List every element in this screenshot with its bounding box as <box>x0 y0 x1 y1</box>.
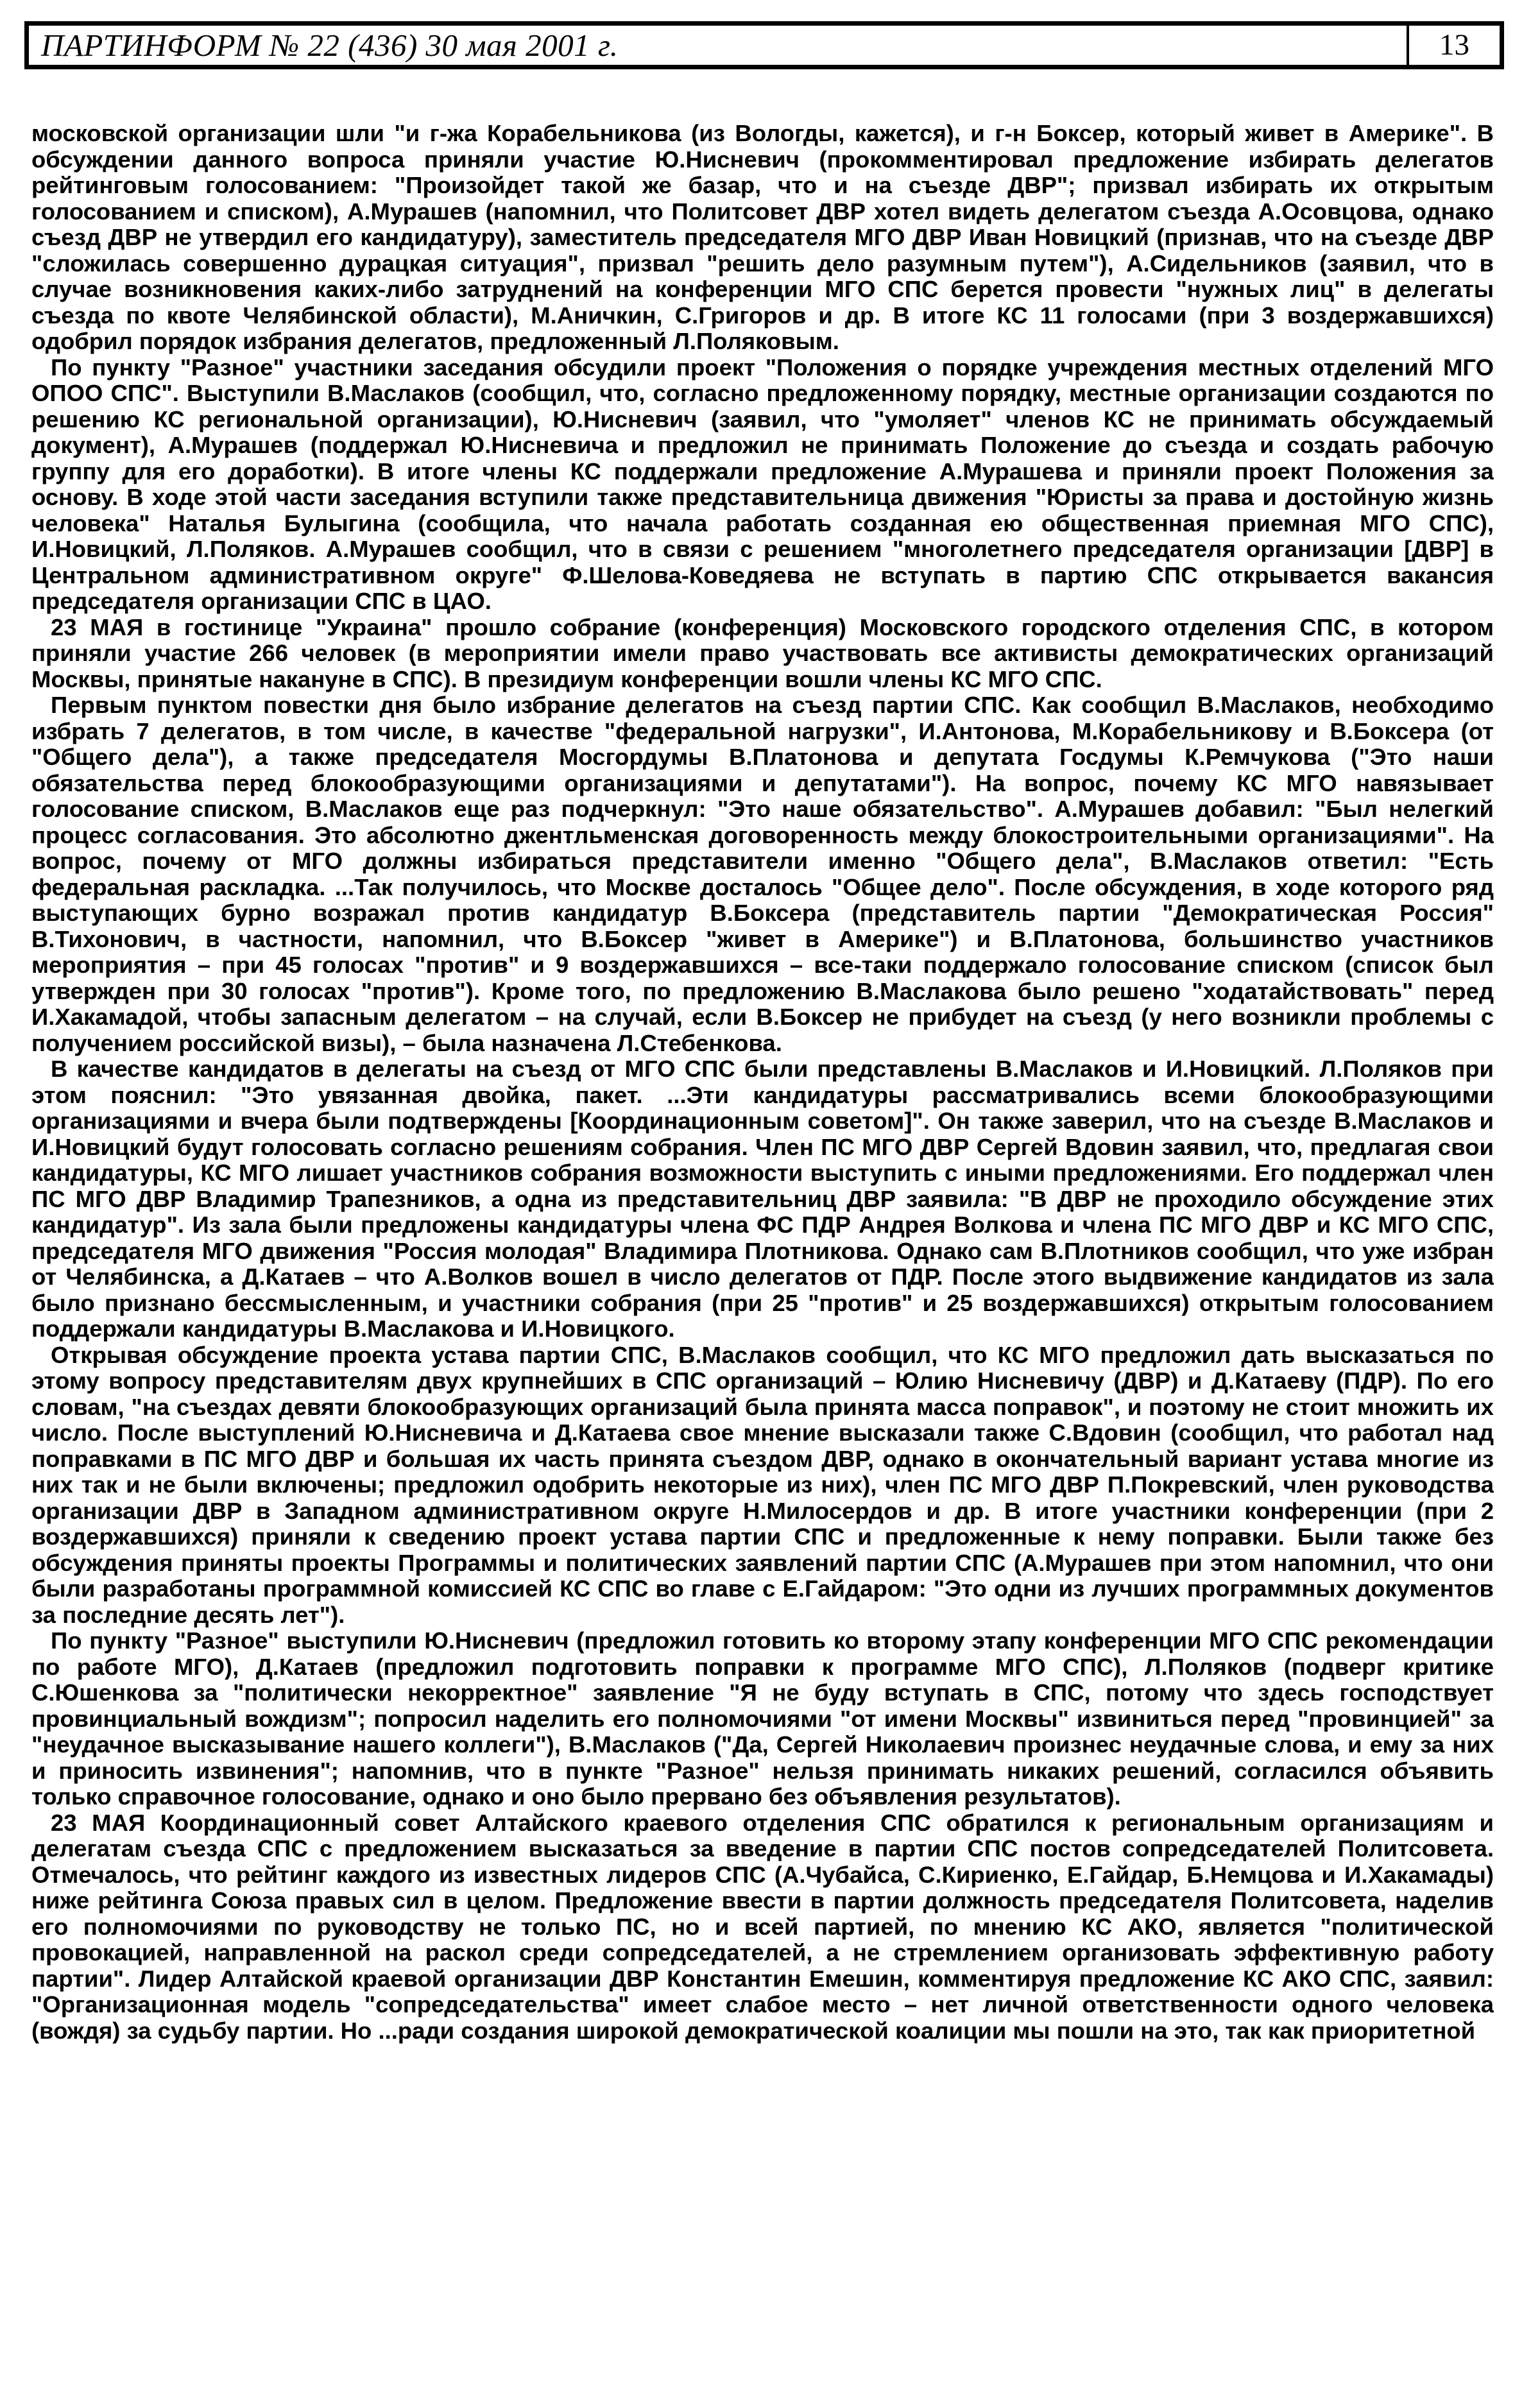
paragraph-misc-conference: По пункту "Разное" выступили Ю.Нисневич (предложил готовить ко второму этапу конференции МГО СПС рекомендации по работе МГО), Д.Катаев (предложил подготовить поправки к программе МГО СПС), Л.Поляков (подверг критике С.Юшенкова за "политически некорректное" заявление "Я не буду вступать в СПС, потому что здесь господствует провинциальный вождизм"; попросил наделить его полномочиями "от имени Москвы" извиниться перед "провинцией" за "неудачное высказывание нашего коллеги"), В.Маслаков ("Да, Сергей Николаевич произнес неудачные слова, и ему за них и приносить извинения"; напомнив, что в пункте "Разное" нельзя принимать никаких решений, согласился объявить только справочное голосование, однако и оно было прервано без объявления результатов). <box>31 1627 1494 1810</box>
paragraph-altai-council: 23 МАЯ Координационный совет Алтайского краевого отделения СПС обратился к региональным организациям и делегатам съезда СПС с предложением высказаться за введение в партии СПС постов сопредседателей Политсовета. Отмечалось, что рейтинг каждого из известных лидеров СПС (А.Чубайса, С.Кириенко, Е.Гайдар, Б.Немцова и И.Хакамады) ниже рейтинга Союза правых сил в целом. Предложение ввести в партии должность председателя Политсовета, наделив его полномочиями по руководству не только ПС, но и всей партией, по мнению КС АКО, является "политической провокацией, направленной на раскол среди сопредседателей, а не стремлением организовать эффективную работу партии". Лидер Алтайской краевой организации ДВР Константин Емешин, комментируя предложение КС АКО СПС, заявил: "Организационная модель "сопредседательства" имеет слабое место – нет личной ответственности одного человека (вождя) за судьбу партии. Но ...ради создания широкой демократической коалиции мы пошли на это, так как приоритетной <box>31 1809 1494 2044</box>
paragraph-delegate-election: Первым пунктом повестки дня было избрание делегатов на съезд партии СПС. Как сообщил В.Маслаков, необходимо избрать 7 делегатов, в том числе, в качестве "федеральной нагрузки", И.Антонова, М.Корабельникову и В.Боксера (от "Общего дела"), а также председателя Мосгордумы В.Платонова и депутата Госдумы К.Ремчукова ("Это наши обязательства перед блокообразующими организациями и депутатами"). На вопрос, почему КС МГО навязывает голосование списком, В.Маслаков еще раз подчеркнул: "Это наше обязательство". А.Мурашев добавил: "Был нелегкий процесс согласования. Это абсолютно джентльменская договоренность между блокостроительными организациями". На вопрос, почему от МГО должны избираться представители именно "Общего дела", В.Маслаков ответил: "Есть федеральная раскладка. ...Так получилось, что Москве досталось "Общее дело". После обсуждения, в ходе которого ряд выступающих бурно возражал против кандидатур В.Боксера (представитель партии "Демократическая Россия" В.Тихонович, в частности, напомнил, что В.Боксер "живет в Америке") и В.Платонова, большинство участников мероприятия – при 45 голосах "против" и 9 воздержавшихся – все-таки поддержало голосование списком (список был утвержден при 30 голосах "против"). Кроме того, по предложению В.Маслакова было решено "ходатайствовать" перед И.Хакамадой, чтобы запасным делегатом – на случай, если В.Боксер не прибудет на съезд (у него возникли проблемы с получением российской визы), – была назначена Л.Стебенкова. <box>31 692 1494 1056</box>
page-number: 13 <box>1439 28 1469 62</box>
paragraph-delegate-candidates: В качестве кандидатов в делегаты на съезд от МГО СПС были представлены В.Маслаков и И.Новицкий. Л.Поляков при этом пояснил: "Это увязанная двойка, пакет. ...Эти кандидатуры рассматривались всеми блокообразующими организациями и вчера были подтверждены [Координационным советом]". Он также заверил, что на съезде В.Маслаков и И.Новицкий будут голосовать согласно решениям собрания. Член ПС МГО ДВР Сергей Вдовин заявил, что, предлагая свои кандидатуры, КС МГО лишает участников собрания возможности выступить с иными предложениями. Его поддержал член ПС МГО ДВР Владимир Трапезников, а одна из представительниц ДВР заявила: "В ДВР не проходило обсуждение этих кандидатур". Из зала были предложены кандидатуры члена ФС ПДР Андрея Волкова и члена ПС МГО ДВР и КС МГО СПС, председателя МГО движения "Россия молодая" Владимира Плотникова. Однако сам В.Плотников сообщил, что уже избран от Челябинска, а Д.Катаев – что А.Волков вошел в число делегатов от ПДР. После этого выдвижение кандидатов из зала было признано бессмысленным, и участники собрания (при 25 "против" и 25 воздержавшихся) открытым голосованием поддержали кандидатуры В.Маслакова и И.Новицкого. <box>31 1056 1494 1342</box>
paragraph-continued: московской организации шли "и г-жа Корабельникова (из Вологды, кажется), и г-н Боксер, который живет в Америке". В обсуждении данного вопроса приняли участие Ю.Нисневич (прокомментировал предложение избирать делегатов рейтинговым голосованием: "Произойдет такой же базар, что и на съезде ДВР"; призвал избирать их открытым голосованием и списком), А.Мурашев (напомнил, что Политсовет ДВР хотел видеть делегатом съезда А.Осовцова, однако съезд ДВР не утвердил его кандидатуру), заместитель председателя МГО ДВР Иван Новицкий (признав, что на съезде ДВР "сложилась совершенно дурацкая ситуация", призвал "решить дело разумным путем"), А.Сидельников (заявил, что в случае возникновения каких-либо затруднений на конференции МГО СПС берется провести "нужных лиц" в делегаты съезда по квоте Челябинской области), М.Аничкин, С.Григоров и др. В итоге КС 11 голосами (при 3 воздержавшихся) одобрил порядок избрания делегатов, предложенный Л.Поляковым. <box>31 121 1494 354</box>
paragraph-misc-kc: По пункту "Разное" участники заседания обсудили проект "Положения о порядке учреждения местных отделений МГО ОПОО СПС". Выступили В.Маслаков (сообщил, что, согласно предложенному порядку, местные организации создаются по решению КС региональной организации), Ю.Нисневич (заявил, что "умоляет" членов КС не принимать обсуждаемый документ), А.Мурашев (поддержал Ю.Нисневича и предложил не принимать Положение до съезда и создать рабочую группу для его доработки). В итоге члены КС поддержали предложение А.Мурашева и приняли проект Положения за основу. В ходе этой части заседания вступили также представительница движения "Юристы за права и достойную жизнь человека" Наталья Булыгина (сообщила, что начала работать созданная ею общественная приемная МГО СПС), И.Новицкий, Л.Поляков. А.Мурашев сообщил, что в связи с решением "многолетнего председателя организации [ДВР] в Центральном административном округе" Ф.Шелова-Коведяева не вступать в партию СПС открывается вакансия председателя организации СПС в ЦАО. <box>31 354 1494 614</box>
paragraph-conference-may23: 23 МАЯ в гостинице "Украина" прошло собрание (конференция) Московского городского отделения СПС, в котором приняли участие 266 человек (в мероприятии имели право участвовать все активисты демократических организаций Москвы, принятые накануне в СПС). В президиум конференции вошли члены КС МГО СПС. <box>31 613 1494 692</box>
page-header <box>24 21 1504 69</box>
publication-masthead: ПАРТИНФОРМ № 22 (436) 30 мая 2001 г. <box>41 28 619 63</box>
paragraph-charter-discussion: Открывая обсуждение проекта устава партии СПС, В.Маслаков сообщил, что КС МГО предложил дать высказаться по этому вопросу представителям двух крупнейших в СПС организаций – Юлию Нисневичу (ДВР) и Д.Катаеву (ПДР). По его словам, "на съездах девяти блокообразующих организаций была принята масса поправок", и поэтому не стоит множить их число. После выступлений Ю.Нисневича и Д.Катаева свое мнение высказали также С.Вдовин (сообщил, что работал над поправками в ПС МГО ДВР и большая их часть принята съездом ДВР, однако в окончательный вариант устава многие из них так и не были включены; предложил одобрить некоторые из них), член ПС МГО ДВР П.Покревский, член руководства организации ДВР в Западном административном округе Н.Милосердов и др. В итоге участники конференции (при 2 воздержавшихся) приняли к сведению проект устава партии СПС и предложенные к нему поправки. Были также без обсуждения приняты проекты Программы и политических заявлений партии СПС (А.Мурашев при этом напомнил, что они были разработаны программной комиссией КС СПС во главе с Е.Гайдаром: "Это одни из лучших программных документов за последние десять лет"). <box>31 1341 1494 1628</box>
article-body <box>31 121 1494 2302</box>
